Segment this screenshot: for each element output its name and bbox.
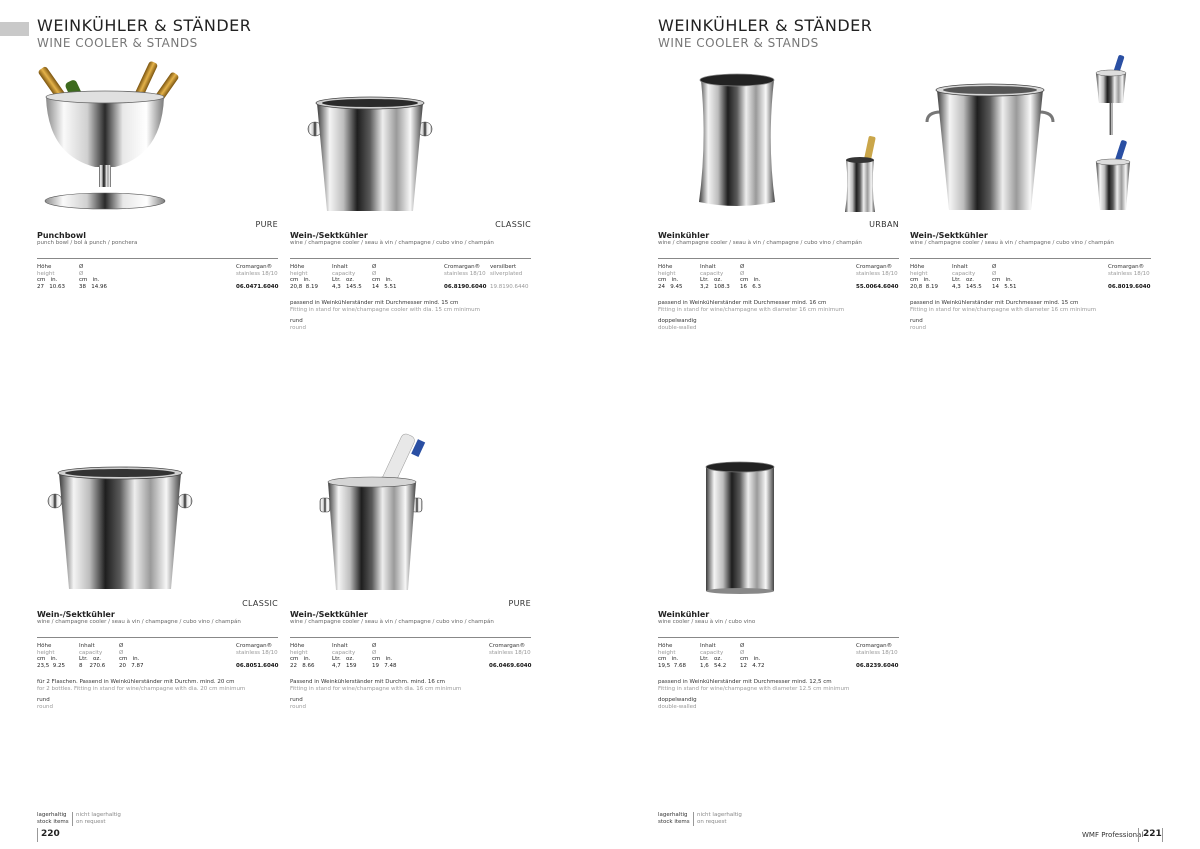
product-description: wine / champagne cooler / seau à vin / champagne / cubo vino / champán [37,619,241,625]
unit-cm: cm [79,277,88,283]
height-label-en: height [910,270,928,277]
product-description: wine cooler / seau à vin / cubo vino [658,619,756,625]
unit-cm: cm [372,656,381,662]
diameter-label-en: Ø [740,270,745,277]
product-description: wine / champagne cooler / seau à vin / champagne / cubo vino / champán [290,240,494,246]
height-label: Höhe [37,643,52,649]
spec-table [37,643,278,675]
fitting-note: passend in Weinkühlerständer mit Durchmesser mind. 16 cm [658,300,827,306]
height-label: Höhe [290,264,305,270]
nonstock-label: nicht lagerhaltig [697,812,742,818]
legend-divider [693,812,694,826]
capacity-label-en: capacity [332,649,356,656]
height-label-en: height [37,270,55,277]
unit-cm: cm [910,277,919,283]
capacity-label-en: capacity [700,270,724,277]
unit-in: in. [50,656,58,662]
unit-cm: cm [740,656,749,662]
shape-note: doppelwandig [658,318,697,324]
unit-cm: cm [290,656,299,662]
page-number-left: 220 [41,829,60,839]
height-label: Höhe [290,643,305,649]
product-line-tag: PURE [508,599,531,608]
double-walled-cooler-image [702,461,778,593]
diameter-label: Ø [740,264,745,270]
capacity-oz: 145.5 [346,283,362,290]
unit-ltr: Ltr. [700,277,709,283]
unit-cm: cm [37,656,46,662]
article-number: 06.0469.6040 [489,662,532,669]
product-notes [37,679,245,711]
unit-ltr: Ltr. [700,656,709,662]
shape-note: rund [910,318,923,324]
diameter-label-en: Ø [992,270,997,277]
unit-oz: oz. [965,277,974,283]
spec-table [658,643,899,675]
height-label: Höhe [658,264,673,270]
height-label: Höhe [910,264,925,270]
urban-cooler-small-image [842,136,878,214]
page-number-marker [1138,828,1139,842]
capacity-ltr: 8 [79,662,83,669]
unit-ltr: Ltr. [332,656,341,662]
capacity-label: Inhalt [332,264,348,270]
height-label-en: height [290,649,308,656]
unit-in: in. [303,277,311,283]
article-number: 06.8019.6040 [1108,283,1151,290]
divider [37,258,278,259]
product-description: punch bowl / bol à punch / ponchera [37,240,138,246]
classic-cooler-image [305,93,435,213]
product-description: wine / champagne cooler / seau à vin / champagne / cubo vino / champán [658,240,862,246]
fitting-note: passend in Weinkühlerständer mit Durchmesser mind. 15 cm [290,300,459,306]
shape-note-en: round [290,704,306,710]
divider [910,258,1151,259]
product-description: wine / champagne cooler / seau à vin / champagne / cubo vino / champán [910,240,1114,246]
nonstock-label: nicht lagerhaltig [76,812,121,818]
unit-oz: oz. [345,656,354,662]
capacity-label: Inhalt [700,264,716,270]
product-notes [290,300,480,332]
unit-oz: oz. [345,277,354,283]
right-page-subtitle: WINE COOLER & STANDS [658,36,819,50]
height-in: 8.66 [302,662,315,669]
unit-in: in. [1005,277,1013,283]
diameter-label-en: Ø [119,649,124,656]
capacity-oz: 108.3 [714,283,730,290]
unit-ltr: Ltr. [79,656,88,662]
pure-cooler-image [318,432,428,592]
left-page-title: WEINKÜHLER & STÄNDER [37,16,252,35]
fitting-note-en: Fitting in stand for wine/champagne with dia. 16 cm minimum [290,686,462,692]
product-line-tag: CLASSIC [242,599,278,608]
unit-cm: cm [658,656,667,662]
shape-note: rund [37,697,50,703]
product-name: Wein-/Sektkühler [290,231,368,240]
fitting-note: für 2 Flaschen. Passend in Weinkühlerständer mit Durchm. mind. 20 cm [37,679,235,685]
unit-oz: oz. [713,656,722,662]
capacity-label: Inhalt [952,264,968,270]
height-in: 9.25 [52,662,65,669]
height-cm: 27 [37,283,44,290]
article-number: 06.0471.6040 [236,283,279,290]
unit-in: in. [132,656,140,662]
height-label: Höhe [37,264,52,270]
height-cm: 24 [658,283,665,290]
brand-name: WMF Professional [1082,831,1144,839]
fitting-note-en: Fitting in stand for wine/champagne with diameter 16 cm minimum [910,307,1097,313]
fitting-note-en: for 2 bottles. Fitting in stand for wine/champagne with dia. 20 cm minimum [37,686,246,692]
left-page-subtitle: WINE COOLER & STANDS [37,36,198,50]
handled-cooler-image [925,82,1055,212]
spec-table [658,264,899,296]
cooler-table-stand-image [1088,140,1138,212]
unit-in: in. [303,656,311,662]
product-description: wine / champagne cooler / seau à vin / champagne / cubo vino / champán [290,619,494,625]
capacity-label: Inhalt [700,643,716,649]
diameter-label-en: Ø [740,649,745,656]
unit-in: in. [753,656,761,662]
height-label-en: height [290,270,308,277]
material2-label-en: silverplated [490,270,523,277]
capacity-ltr: 4,3 [952,283,961,290]
diameter-cm: 14 [372,283,379,290]
classic-2-bottle-cooler-image [45,465,195,593]
article-number: 06.8190.6040 [444,283,487,290]
material-label-en: stainless 18/10 [444,270,486,277]
capacity-ltr: 1,6 [700,662,709,669]
unit-in: in. [753,277,761,283]
capacity-label: Inhalt [332,643,348,649]
height-cm: 20,8 [290,283,303,290]
unit-cm: cm [37,277,46,283]
product-line-tag: URBAN [869,220,899,229]
unit-in: in. [92,277,100,283]
shape-note-en: round [910,325,926,331]
unit-cm: cm [658,277,667,283]
diameter-in: 5.51 [384,283,397,290]
unit-in: in. [671,656,679,662]
height-in: 8.19 [305,283,318,290]
capacity-oz: 159 [346,662,357,669]
shape-note-en: round [290,325,306,331]
page-number-right: 221 [1143,829,1162,839]
material-label: Cromargan® [444,264,481,270]
shape-note: rund [290,318,303,324]
material-label: Cromargan® [489,643,526,649]
unit-cm: cm [740,277,749,283]
fitting-note: passend in Weinkühlerständer mit Durchmesser mind. 15 cm [910,300,1079,306]
shape-note: doppelwandig [658,697,697,703]
material2-label: versilbert [490,264,517,270]
divider [658,258,899,259]
unit-in: in. [385,656,393,662]
fitting-note: passend in Weinkühlerständer mit Durchmesser mind. 12,5 cm [658,679,832,685]
divider [290,258,531,259]
divider [290,637,531,638]
diameter-cm: 16 [740,283,747,290]
diameter-label: Ø [740,643,745,649]
capacity-label-en: capacity [332,270,356,277]
material-label-en: stainless 18/10 [489,649,531,656]
fitting-note-en: Fitting in stand for wine/champagne cooler with dia. 15 cm minimum [290,307,480,313]
unit-cm: cm [119,656,128,662]
capacity-label-en: capacity [952,270,976,277]
diameter-in: 6.3 [752,283,761,290]
material-label: Cromargan® [236,643,273,649]
unit-cm: cm [290,277,299,283]
unit-oz: oz. [713,277,722,283]
diameter-label-en: Ø [372,649,377,656]
spec-table [910,264,1151,296]
capacity-ltr: 4,7 [332,662,341,669]
fitting-note-en: Fitting in stand for wine/champagne with diameter 12.5 cm minimum [658,686,850,692]
shape-note-en: double-walled [658,704,697,710]
material-label: Cromargan® [1108,264,1145,270]
diameter-label: Ø [79,264,84,270]
material-label: Cromargan® [856,643,893,649]
unit-cm: cm [992,277,1001,283]
spec-table [290,643,531,675]
unit-in: in. [671,277,679,283]
material-label: Cromargan® [856,264,893,270]
diameter-in: 7.48 [384,662,397,669]
stock-label: lagerhaltig [658,812,688,818]
height-cm: 20,8 [910,283,923,290]
diameter-label-en: Ø [372,270,377,277]
diameter-cm: 19 [372,662,379,669]
diameter-label: Ø [119,643,124,649]
product-name: Wein-/Sektkühler [290,610,368,619]
product-line-tag: CLASSIC [495,220,531,229]
diameter-label: Ø [372,643,377,649]
fitting-note-en: Fitting in stand for wine/champagne with diameter 16 cm minimum [658,307,845,313]
product-notes [658,679,849,711]
unit-in: in. [923,277,931,283]
right-page-title: WEINKÜHLER & STÄNDER [658,16,873,35]
material-label-en: stainless 18/10 [1108,270,1150,277]
cooler-stand-image [1090,55,1132,135]
diameter-in: 14.96 [91,283,107,290]
height-cm: 22 [290,662,297,669]
capacity-label: Inhalt [79,643,95,649]
diameter-cm: 20 [119,662,126,669]
height-cm: 23,5 [37,662,50,669]
shape-note-en: double-walled [658,325,697,331]
diameter-cm: 14 [992,283,999,290]
capacity-ltr: 3,2 [700,283,709,290]
material-label: Cromargan® [236,264,273,270]
material-label-en: stainless 18/10 [236,270,278,277]
product-line-tag: PURE [255,220,278,229]
material-label-en: stainless 18/10 [236,649,278,656]
article-number: 06.8239.6040 [856,662,899,669]
height-label-en: height [658,270,676,277]
spec-table [37,264,278,296]
page-edge-marker [1162,828,1163,842]
capacity-oz: 145.5 [966,283,982,290]
capacity-oz: 270.6 [89,662,106,669]
product-notes [910,300,1096,332]
page-edge-tab [0,22,29,36]
height-in: 8.19 [925,283,938,290]
diameter-label-en: Ø [79,270,84,277]
article-number-2: 19.8190.6440 [490,283,529,290]
capacity-ltr: 4,3 [332,283,341,290]
shape-note-en: round [37,704,53,710]
unit-oz: oz. [92,656,101,662]
shape-note: rund [290,697,303,703]
urban-cooler-image [695,72,780,212]
height-label-en: height [37,649,55,656]
product-name: Weinkühler [658,610,710,619]
article-number: 06.8051.6040 [236,662,279,669]
unit-ltr: Ltr. [332,277,341,283]
height-in: 10.63 [49,283,65,290]
product-notes [290,679,461,711]
unit-in: in. [50,277,58,283]
legend-divider [72,812,73,826]
product-notes [658,300,844,332]
height-in: 9.45 [670,283,683,290]
product-name: Weinkühler [658,231,710,240]
height-label: Höhe [658,643,673,649]
diameter-in: 7.87 [131,662,144,669]
diameter-label: Ø [992,264,997,270]
product-name: Wein-/Sektkühler [37,610,115,619]
diameter-cm: 12 [740,662,747,669]
stock-label: lagerhaltig [37,812,67,818]
divider [37,637,278,638]
diameter-cm: 38 [79,283,86,290]
capacity-label-en: capacity [79,649,103,656]
diameter-in: 4.72 [752,662,765,669]
height-cm: 19,5 [658,662,671,669]
product-name: Punchbowl [37,231,87,240]
unit-ltr: Ltr. [952,277,961,283]
material-label-en: stainless 18/10 [856,270,898,277]
diameter-in: 5.51 [1004,283,1017,290]
capacity-label-en: capacity [700,649,724,656]
nonstock-label-en: on request [76,819,106,825]
capacity-oz: 54.2 [714,662,727,669]
page-number-marker [37,828,38,842]
fitting-note: Passend in Weinkühlerständer mit Durchm. mind. 16 cm [290,679,445,685]
diameter-label: Ø [372,264,377,270]
material-label-en: stainless 18/10 [856,649,898,656]
stock-label-en: stock items [658,819,690,825]
spec-table [290,264,531,296]
height-in: 7.68 [673,662,686,669]
height-label-en: height [658,649,676,656]
article-number: 55.0064.6040 [856,283,899,290]
stock-label-en: stock items [37,819,69,825]
divider [658,637,899,638]
unit-cm: cm [372,277,381,283]
product-name: Wein-/Sektkühler [910,231,988,240]
unit-in: in. [385,277,393,283]
nonstock-label-en: on request [697,819,727,825]
punchbowl-image [40,55,170,215]
